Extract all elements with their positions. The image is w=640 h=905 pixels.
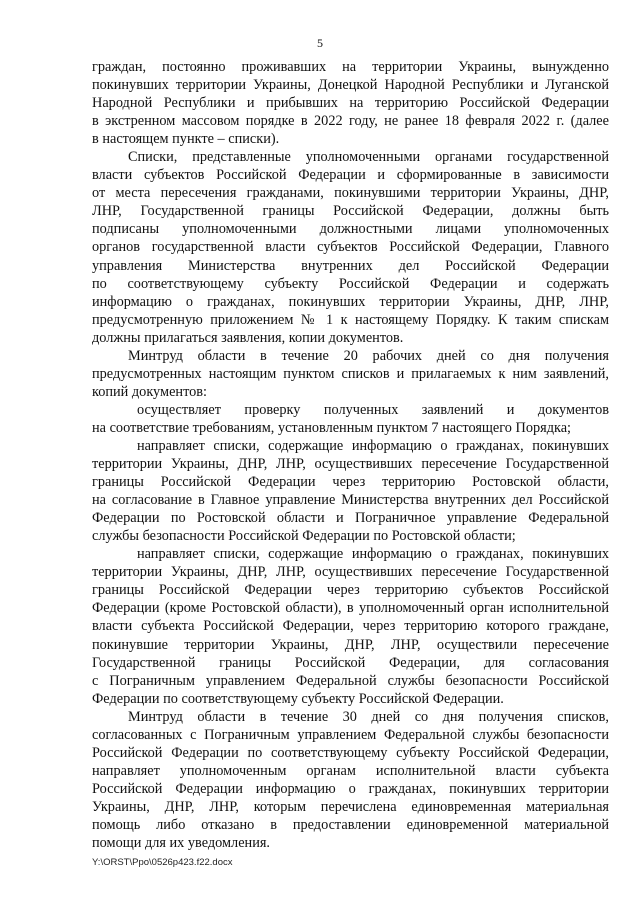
text-line: с Пограничным управлением Федеральной службы безопасности Российской <box>92 672 609 689</box>
text-line: на согласование в Главное управление Министерства внутренних дел Российской <box>92 492 609 509</box>
text-line: границы Российской Федерации через территорию субъектов Российской <box>92 582 609 599</box>
text-line: от места пересечения гражданами, покинувшими территории Украины, ДНР, <box>92 185 609 202</box>
text-line: Российской Федерации по соответствующему субъекту Российской Федерации, <box>92 744 609 761</box>
text-line: граждан, постоянно проживавших на территории Украины, вынужденно <box>92 59 609 75</box>
text-line: границы Российской Федерации через территорию Ростовской области, <box>92 474 609 491</box>
text-line: помощи для их уведомления. <box>92 835 270 852</box>
paragraph-first-line: Минтруд области в течение 20 рабочих дней со дня получения <box>128 347 609 364</box>
text-line: согласованных с Пограничным управлением Федеральной службы безопасности <box>92 726 609 743</box>
text-line: должны прилагаться заявления, копии документов. <box>92 329 404 346</box>
text-line: власти субъекта Российской Федерации, через территорию которого граждане, <box>92 618 609 635</box>
text-line: предусмотренную приложением № 1 к настоящему Порядку. К таким спискам <box>92 311 609 328</box>
text-line: органов государственной власти субъектов Российской Федерации, Главного <box>92 239 609 256</box>
text-line: подписаны уполномоченными должностными лицами уполномоченных <box>92 221 609 238</box>
text-line: Украины, ДНР, ЛНР, которым перечислена единовременная материальная <box>92 798 609 815</box>
paragraph-first-line: направляет списки, содержащие информацию о гражданах, покинувших <box>137 546 609 563</box>
text-line: направляет уполномоченным органам исполнительной власти субъекта <box>92 762 609 779</box>
paragraph-first-line: осуществляет проверку полученных заявлений и документов <box>137 401 609 418</box>
text-line: помощь либо отказано в предоставлении единовременной материальной <box>92 816 609 833</box>
text-line: Федерации по Ростовской области и Пограничное управление Федеральной <box>92 510 609 527</box>
text-line: в настоящем пункте – списки). <box>92 131 280 148</box>
text-line: копий документов: <box>92 383 207 400</box>
text-line: Государственной границы Российской Федерации, для согласования <box>92 654 609 671</box>
text-line: Федерации (кроме Ростовской области), в уполномоченный орган исполнительной <box>92 600 609 617</box>
text-line: по соответствующему субъекту Российской Федерации и содержать <box>92 275 609 292</box>
paragraph-first-line: Минтруд области в течение 30 дней со дня получения списков, <box>128 708 609 725</box>
text-line: Народной Республики и прибывших на территорию Российской Федерации <box>92 95 609 112</box>
text-line: предусмотренных настоящим пунктом списков и прилагаемых к ним заявлений, <box>92 365 609 382</box>
text-line: ЛНР, Государственной границы Российской Федерации, должны быть <box>92 203 609 220</box>
document-body <box>92 58 609 852</box>
text-line: управления Министерства внутренних дел Российской Федерации <box>92 257 609 274</box>
text-line: информацию о гражданах, покинувших территории Украины, ДНР, ЛНР, <box>92 293 609 310</box>
text-line: на соответствие требованиям, установленным пунктом 7 настоящего Порядка; <box>92 419 572 436</box>
paragraph-first-line: направляет списки, содержащие информацию о гражданах, покинувших <box>137 437 609 454</box>
file-path-footer: Y:\ORST\Ppo\0526p423.f22.docx <box>92 857 233 868</box>
text-line: в экстренном массовом порядке в 2022 году, не ранее 18 февраля 2022 г. (далее <box>92 113 609 130</box>
text-line: Российской Федерации информацию о гражданах, покинувших территории <box>92 780 609 797</box>
page-number: 5 <box>317 36 323 50</box>
text-line: службы безопасности Российской Федерации по Ростовской области; <box>92 528 516 545</box>
text-line: территории Украины, ДНР, ЛНР, осуществивших пересечение Государственной <box>92 564 609 581</box>
text-line: Федерации по соответствующему субъекту Российской Федерации. <box>92 690 504 707</box>
text-line: власти субъектов Российской Федерации и сформированные в зависимости <box>92 167 609 184</box>
text-line: покинувшие территории Украины, ДНР, ЛНР, осуществили пересечение <box>92 636 609 653</box>
paragraph-first-line: Списки, представленные уполномоченными органами государственной <box>128 149 609 166</box>
text-line: территории Украины, ДНР, ЛНР, осуществивших пересечение Государственной <box>92 456 609 473</box>
text-line: покинувших территории Украины, Донецкой Народной Республики и Луганской <box>92 77 609 94</box>
